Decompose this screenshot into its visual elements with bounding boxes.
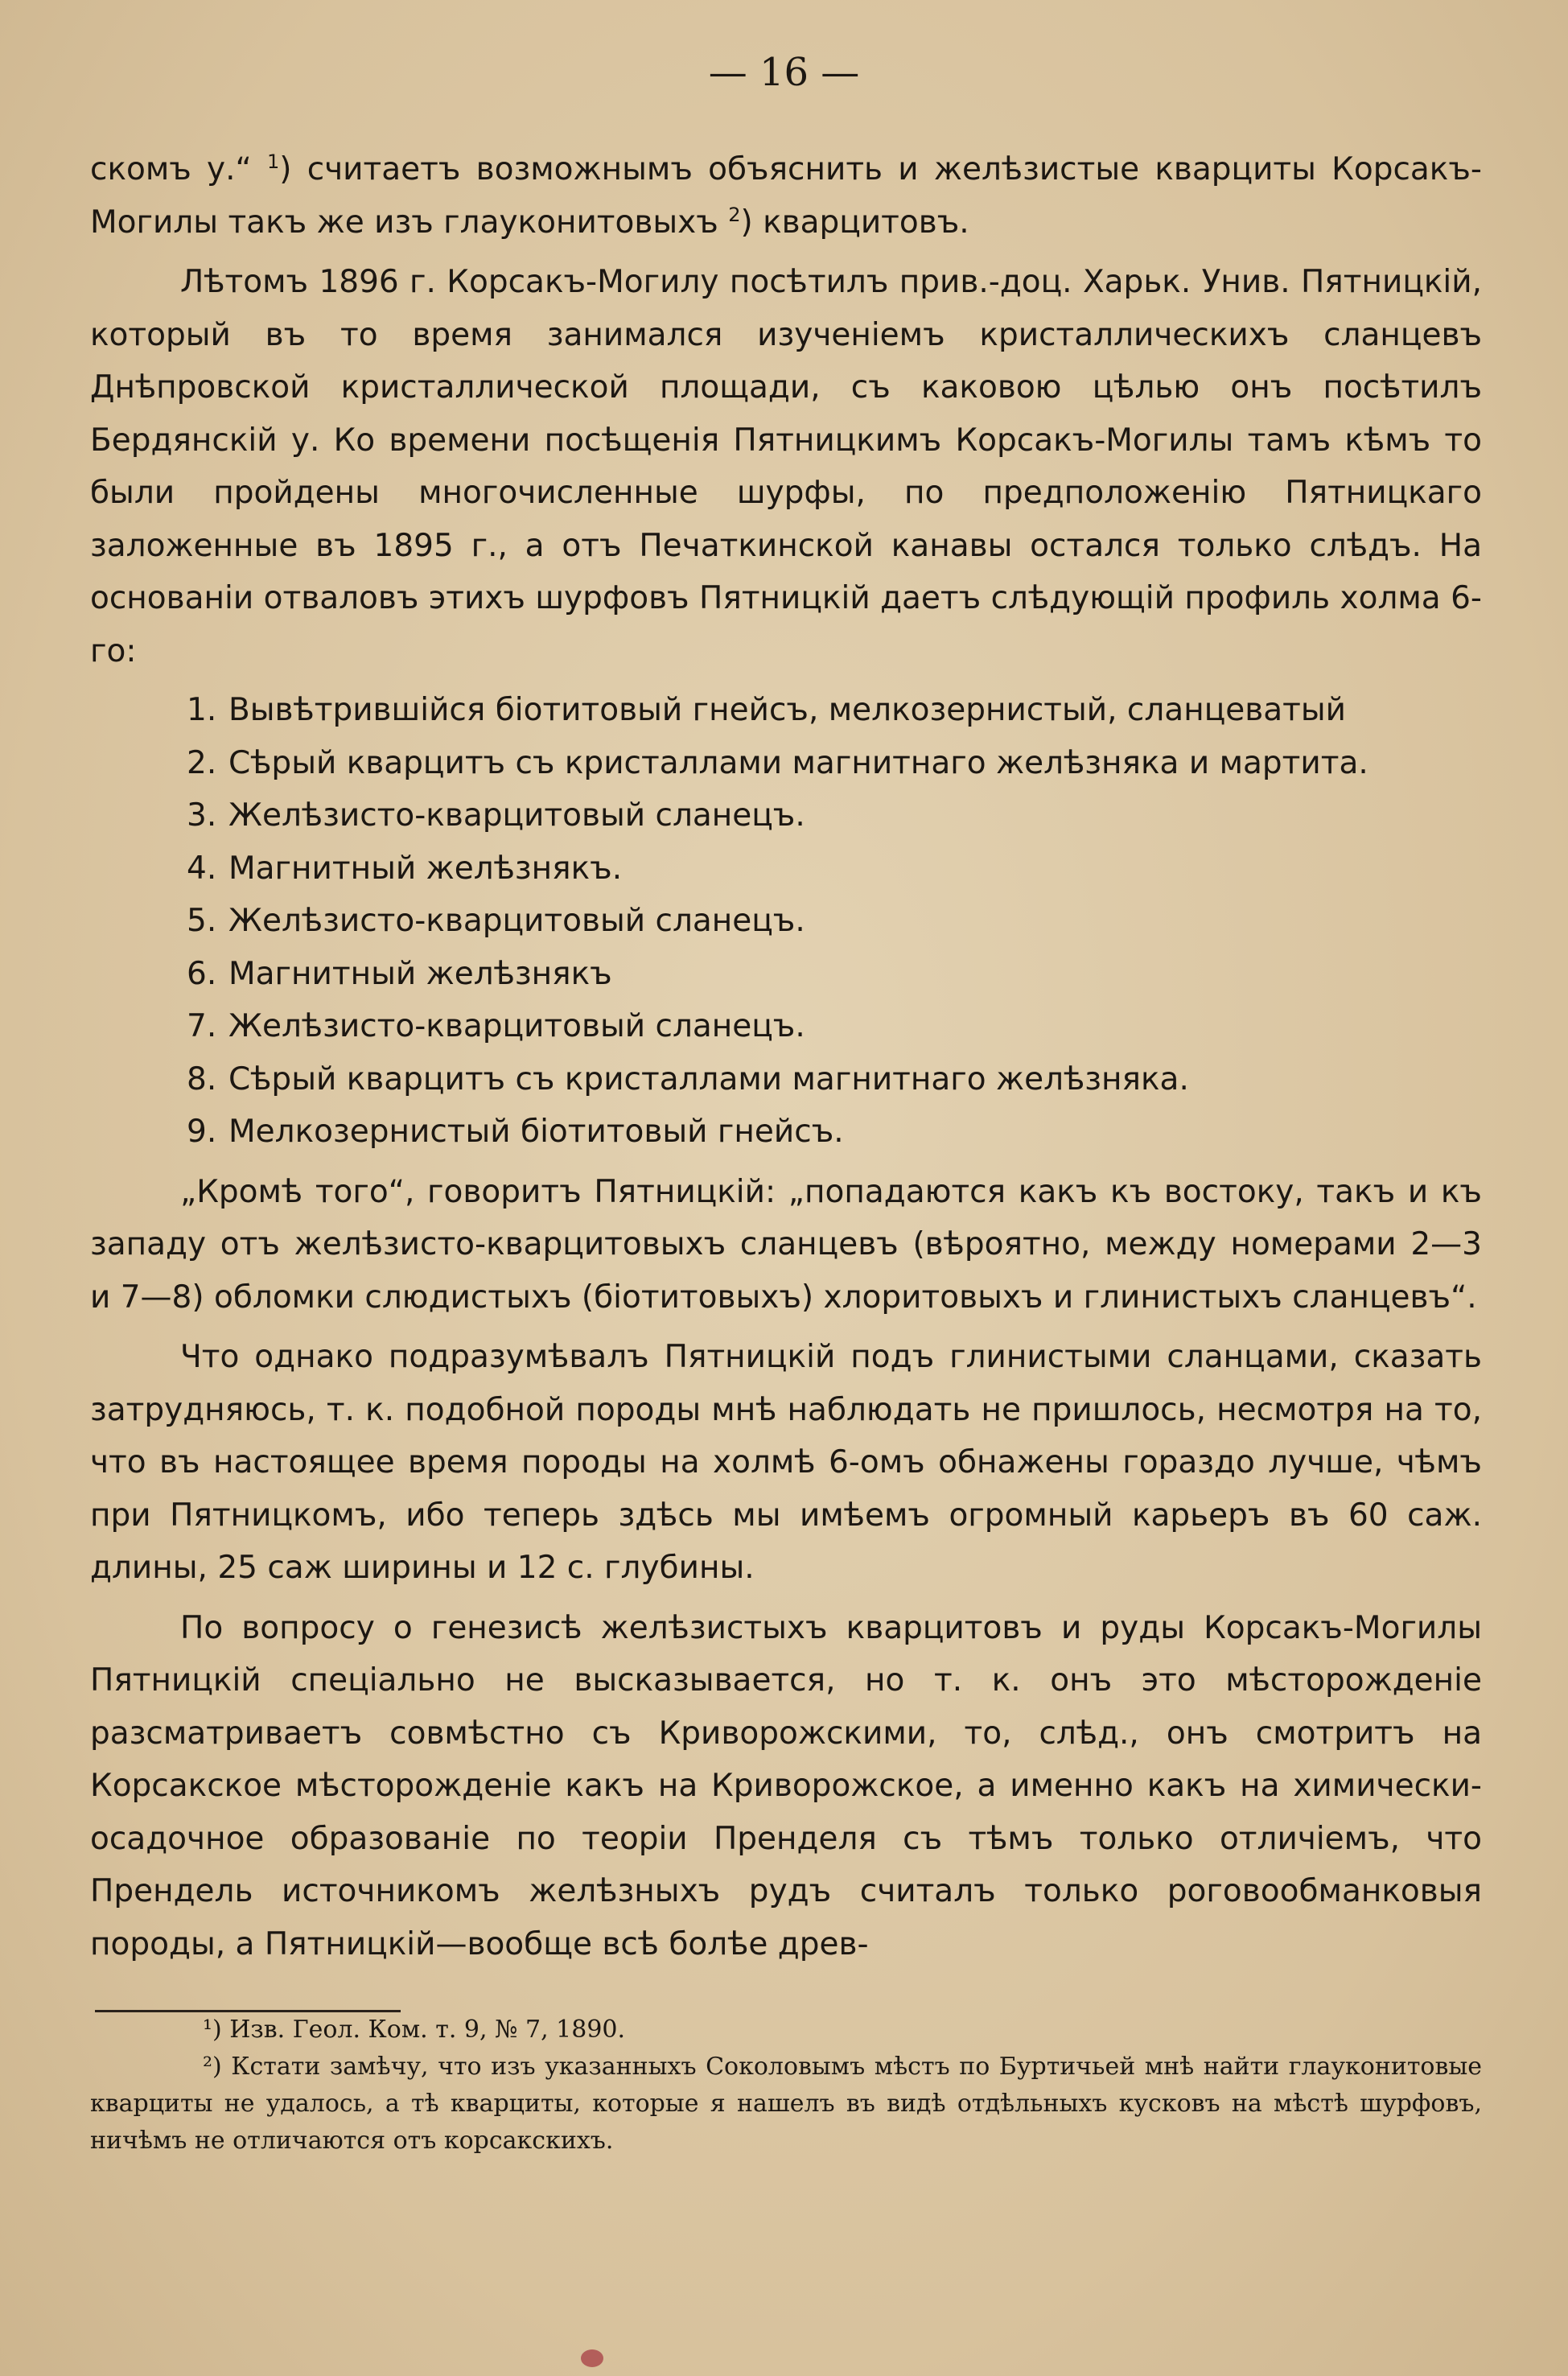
profile-list	[90, 684, 1482, 1159]
list-item-text: Желѣзисто-кварцитовый сланецъ.	[228, 797, 805, 834]
footnote-ref-1: 1	[266, 150, 280, 173]
list-item	[187, 1053, 1482, 1106]
paragraph-continuation	[90, 143, 1482, 249]
list-item-text: Сѣрый кварцитъ съ кристаллами магнитнаго желѣзняка и мартита.	[228, 744, 1368, 781]
list-item	[187, 895, 1482, 948]
list-item-number: 1.	[187, 692, 217, 728]
main-text	[90, 143, 1482, 1970]
paragraph-visit-1896: Лѣтомъ 1896 г. Корсакъ-Могилу посѣтилъ прив.-доц. Харьк. Унив. Пятницкій, который въ то время занимался изученіемъ кристаллическихъ сланцевъ Днѣпровской кристаллической площади, съ каковою цѣлью онъ посѣтилъ Бердянскій у. Ко времени посѣщенія Пятницкимъ Корсакъ-Могилы тамъ кѣмъ то были пройдены многочисленные шурфы, по предположенію Пятницкаго заложенные въ 1895 г., а отъ Печаткинской канавы остался только слѣдъ. На основаніи отваловъ этихъ шурфовъ Пятницкій даетъ слѣдующій профиль холма 6-го:	[90, 264, 1482, 669]
list-item-text: Магнитный желѣзнякъ	[228, 955, 612, 992]
paragraph-continuation-middle: ) считаетъ возможнымъ объяснить и желѣзистые кварциты Корсакъ-Могилы такъ же изъ глауконитовыхъ	[90, 151, 1482, 241]
paragraph-clay-shales: Что однако подразумѣвалъ Пятницкій подъ глинистыми сланцами, сказать затрудняюсь, т. к. подобной породы мнѣ наблюдать не пришлось, несмотря на то, что въ настоящее время породы на холмѣ 6-омъ обнажены гораздо лучше, чѣмъ при Пятницкомъ, ибо теперь здѣсь мы имѣемъ огромный карьеръ въ 60 саж. длины, 25 саж ширины и 12 с. глубины.	[90, 1339, 1482, 1586]
paragraph-genesis: По вопросу о генезисѣ желѣзистыхъ кварцитовъ и руды Корсакъ-Могилы Пятницкій спеціально не высказывается, но т. к. онъ это мѣсторожденіе разсматриваетъ совмѣстно съ Криворожскими, то, слѣд., онъ смотритъ на Корсакское мѣсторожденіе какъ на Криворожское, а именно какъ на химически-осадочное образованіе по теоріи Пренделя съ тѣмъ только отличіемъ, что Прендель источникомъ желѣзныхъ рудъ считалъ только роговообманковыя породы, а Пятницкій—вообще всѣ болѣе древ-	[90, 1609, 1482, 1962]
list-item	[187, 737, 1482, 790]
list-item-number: 9.	[187, 1114, 217, 1150]
footnotes	[90, 2012, 1482, 2160]
list-item	[187, 789, 1482, 842]
list-item	[187, 1000, 1482, 1053]
paragraph-quote: „Кромѣ того“, говоритъ Пятницкій: „попадаются какъ къ востоку, такъ и къ западу отъ желѣзисто-кварцитовыхъ сланцевъ (вѣроятно, между номерами 2—3 и 7—8) обломки слюдистыхъ (біотитовыхъ) хлоритовыхъ и глинистыхъ сланцевъ“.	[90, 1173, 1482, 1316]
list-item-text: Желѣзисто-кварцитовый сланецъ.	[228, 1008, 805, 1044]
list-item-text: Магнитный желѣзнякъ.	[228, 850, 623, 887]
list-item-number: 2.	[187, 744, 217, 781]
list-item	[187, 1106, 1482, 1159]
list-item-number: 8.	[187, 1060, 217, 1097]
list-item-text: Желѣзисто-кварцитовый сланецъ.	[228, 903, 805, 939]
paragraph-continuation-end: ) кварцитовъ.	[740, 204, 969, 241]
list-item-number: 3.	[187, 797, 217, 834]
page-number: — 16 —	[708, 50, 860, 95]
list-item-text: Мелкозернистый біотитовый гнейсъ.	[228, 1114, 844, 1150]
list-item	[187, 948, 1482, 1001]
ink-stain-mark	[581, 2349, 603, 2367]
list-item-text: Вывѣтрившійся біотитовый гнейсъ, мелкозернистый, сланцеватый	[228, 692, 1346, 728]
list-item-number: 5.	[187, 903, 217, 939]
list-item-number: 7.	[187, 1008, 217, 1044]
list-item	[187, 684, 1482, 737]
list-item-text: Сѣрый кварцитъ съ кристаллами магнитнаго желѣзняка.	[228, 1060, 1189, 1097]
list-item-number: 4.	[187, 850, 217, 887]
footnote-1: ¹) Изв. Геол. Ком. т. 9, № 7, 1890.	[203, 2016, 626, 2044]
list-item-number: 6.	[187, 955, 217, 992]
paragraph-continuation-start: скомъ у.“	[90, 151, 267, 187]
footnote-ref-2: 2	[728, 203, 741, 226]
footnote-2: ²) Кстати замѣчу, что изъ указанныхъ Соколовымъ мѣстъ по Буртичьей мнѣ найти глауконитовые кварциты не удалось, а тѣ кварциты, которые я нашелъ въ видѣ отдѣльныхъ кусковъ на мѣстѣ шурфовъ, ничѣмъ не отличаются отъ корсакскихъ.	[90, 2053, 1482, 2155]
list-item	[187, 842, 1482, 896]
